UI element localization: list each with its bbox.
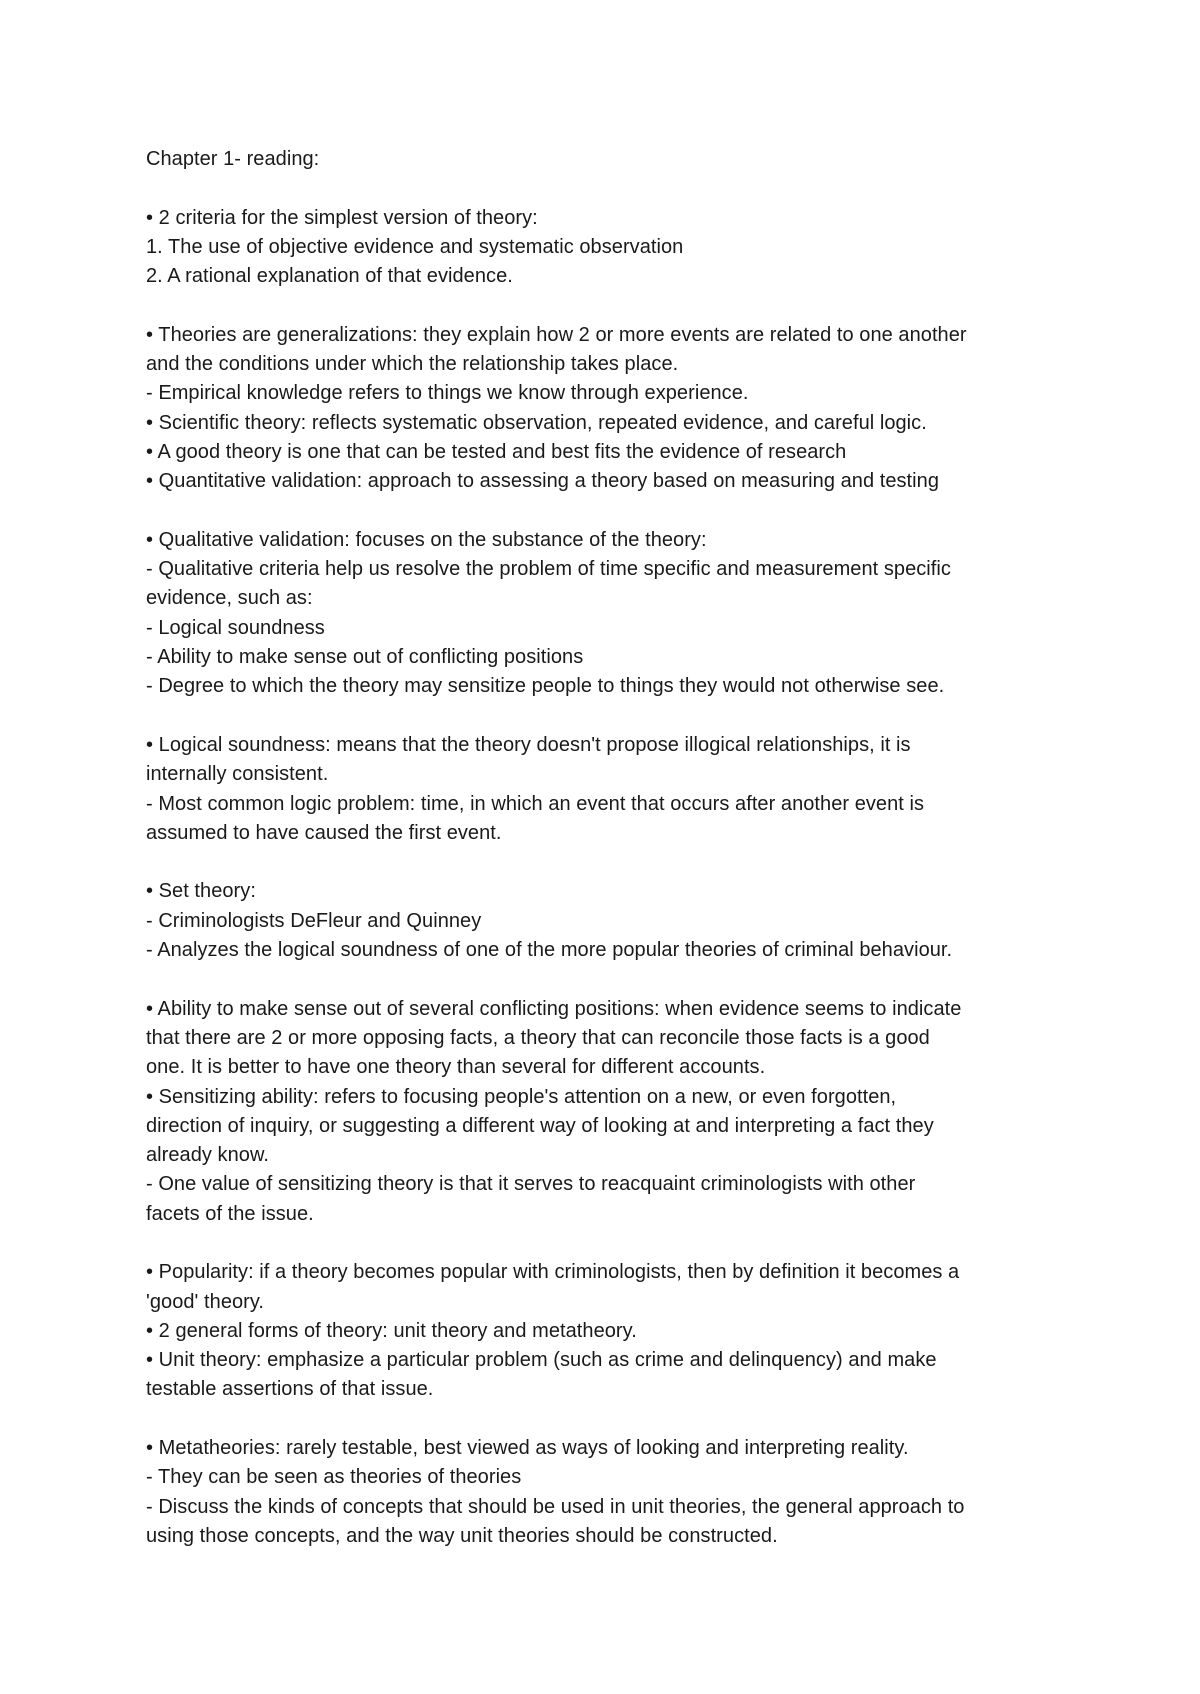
text-line: testable assertions of that issue.	[146, 1378, 434, 1401]
blank-line	[146, 848, 1086, 877]
text-line: • Popularity: if a theory becomes popular with criminologists, then by definition it becomes a	[146, 1261, 960, 1284]
blank-line	[146, 702, 1086, 731]
text-line: 'good' theory.	[146, 1290, 265, 1313]
text-line: - One value of sensitizing theory is that it serves to reacquaint criminologists with other	[146, 1173, 916, 1196]
text-line: • Metatheories: rarely testable, best viewed as ways of looking and interpreting reality.	[146, 1437, 909, 1460]
text-line: • A good theory is one that can be tested and best fits the evidence of research	[146, 440, 847, 463]
text-line: • Sensitizing ability: refers to focusing people's attention on a new, or even forgotten,	[146, 1085, 897, 1108]
blank-line	[146, 1405, 1086, 1434]
document-page	[146, 145, 1086, 1551]
text-line: • Ability to make sense out of several conflicting positions: when evidence seems to indicate	[146, 997, 962, 1020]
text-line: • 2 general forms of theory: unit theory and metatheory.	[146, 1319, 637, 1342]
text-line: • Set theory:	[146, 880, 256, 903]
text-line: - Degree to which the theory may sensitize people to things they would not otherwise see.	[146, 675, 945, 698]
blank-line	[146, 1229, 1086, 1258]
text-line: assumed to have caused the first event.	[146, 821, 502, 844]
blank-line	[146, 291, 1086, 320]
text-line: • Quantitative validation: approach to assessing a theory based on measuring and testing	[146, 470, 940, 493]
text-line: evidence, such as:	[146, 587, 313, 610]
text-line: - Discuss the kinds of concepts that should be used in unit theories, the general approach to	[146, 1495, 965, 1518]
text-line: • Scientific theory: reflects systematic observation, repeated evidence, and careful logic.	[146, 411, 927, 434]
text-line: that there are 2 or more opposing facts, a theory that can reconcile those facts is a good	[146, 1026, 930, 1049]
text-line: • Unit theory: emphasize a particular problem (such as crime and delinquency) and make	[146, 1349, 937, 1372]
text-line: • Logical soundness: means that the theory doesn't propose illogical relationships, it is	[146, 733, 911, 756]
text-line: direction of inquiry, or suggesting a different way of looking at and interpreting a fact they	[146, 1114, 934, 1137]
text-line: one. It is better to have one theory than several for different accounts.	[146, 1056, 766, 1079]
text-line: and the conditions under which the relationship takes place.	[146, 353, 679, 376]
text-line: - They can be seen as theories of theories	[146, 1466, 522, 1489]
text-line: - Most common logic problem: time, in which an event that occurs after another event is	[146, 792, 925, 815]
text-line: - Qualitative criteria help us resolve the problem of time specific and measurement specific	[146, 558, 951, 581]
text-line: already know.	[146, 1144, 269, 1167]
blank-line	[146, 965, 1086, 994]
text-line: 1. The use of objective evidence and systematic observation	[146, 235, 684, 258]
text-line: - Criminologists DeFleur and Quinney	[146, 909, 482, 932]
text-line: 2. A rational explanation of that evidence.	[146, 265, 513, 288]
document-title: Chapter 1- reading:	[146, 148, 320, 170]
blank-line	[146, 497, 1086, 526]
text-line: • Qualitative validation: focuses on the substance of the theory:	[146, 528, 707, 551]
text-line: using those concepts, and the way unit theories should be constructed.	[146, 1524, 778, 1547]
blank-line	[146, 174, 1086, 203]
text-line: - Analyzes the logical soundness of one of the more popular theories of criminal behaviour.	[146, 939, 953, 962]
text-line: facets of the issue.	[146, 1202, 314, 1225]
text-line: - Ability to make sense out of conflicting positions	[146, 646, 584, 669]
text-line: • 2 criteria for the simplest version of theory:	[146, 206, 538, 229]
text-line: - Logical soundness	[146, 616, 325, 639]
text-line: - Empirical knowledge refers to things we know through experience.	[146, 382, 749, 405]
document-body	[146, 174, 1086, 1551]
text-line: internally consistent.	[146, 763, 329, 786]
text-line: • Theories are generalizations: they explain how 2 or more events are related to one another	[146, 323, 967, 346]
